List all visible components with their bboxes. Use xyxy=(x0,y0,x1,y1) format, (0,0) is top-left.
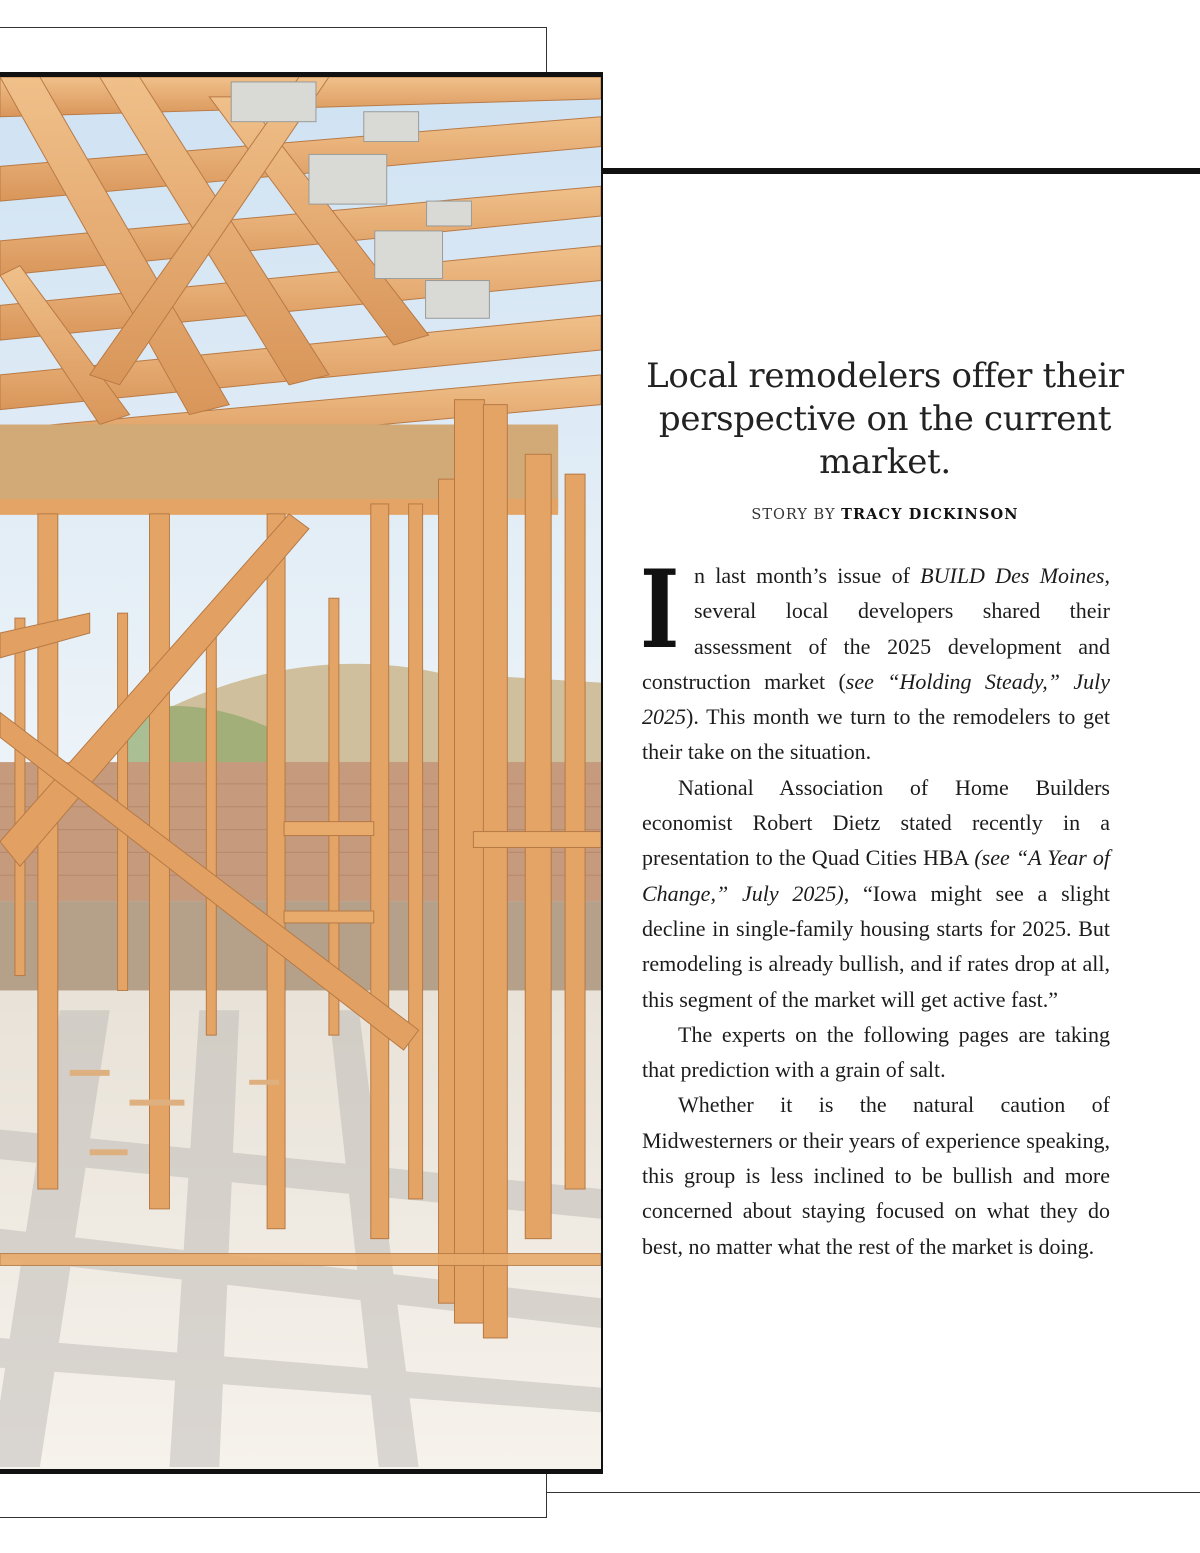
text-run: ). This month we turn to the remodelers to get their take on the situation. xyxy=(642,704,1110,765)
byline xyxy=(640,506,1130,523)
bottom-rule xyxy=(547,1492,1200,1493)
article-body xyxy=(640,547,1110,1264)
framing-illustration xyxy=(0,77,601,1469)
text-run: , several local developers shared their assessment of the 2025 development and construction market ( xyxy=(642,563,1110,694)
drop-cap: I xyxy=(640,547,680,673)
cross-reference: see “Holding Steady,” July 2025 xyxy=(642,668,1110,730)
paragraph-4: Whether it is the natural caution of Midwesterners or their years of experience speaking, this group is less inclined to be bullish and more concerned about staying focused on what they do best, no matter what the rest of the market is doing. xyxy=(642,1092,1110,1259)
cross-reference: (see “A Year of Change,” July 2025) xyxy=(642,845,1110,906)
byline-author: TRACY DICKINSON xyxy=(841,506,1019,523)
byline-prefix: STORY BY xyxy=(751,507,836,523)
construction-framing-photo xyxy=(0,72,603,1474)
paragraph-2 xyxy=(642,770,1110,1017)
text-run: , “Iowa might see a slight decline in single-family housing starts for 2025. But remodeling is already bullish, and if rates drop at all, this segment of the market will get active fast.” xyxy=(642,880,1110,1012)
paragraph-3: The experts on the following pages are taking that prediction with a grain of salt. xyxy=(642,1021,1110,1083)
paragraph-1 xyxy=(640,547,1110,770)
text-run: n last month’s issue of xyxy=(694,563,921,588)
text-run: National Association of Home Builders economist Robert Dietz stated recently in a presentation to the Quad Cities HBA xyxy=(642,774,1110,871)
publication-title: BUILD Des Moines xyxy=(920,563,1105,588)
article-headline: Local remodelers offer their perspective on the current market. xyxy=(646,356,1124,482)
top-rule xyxy=(603,168,1200,174)
